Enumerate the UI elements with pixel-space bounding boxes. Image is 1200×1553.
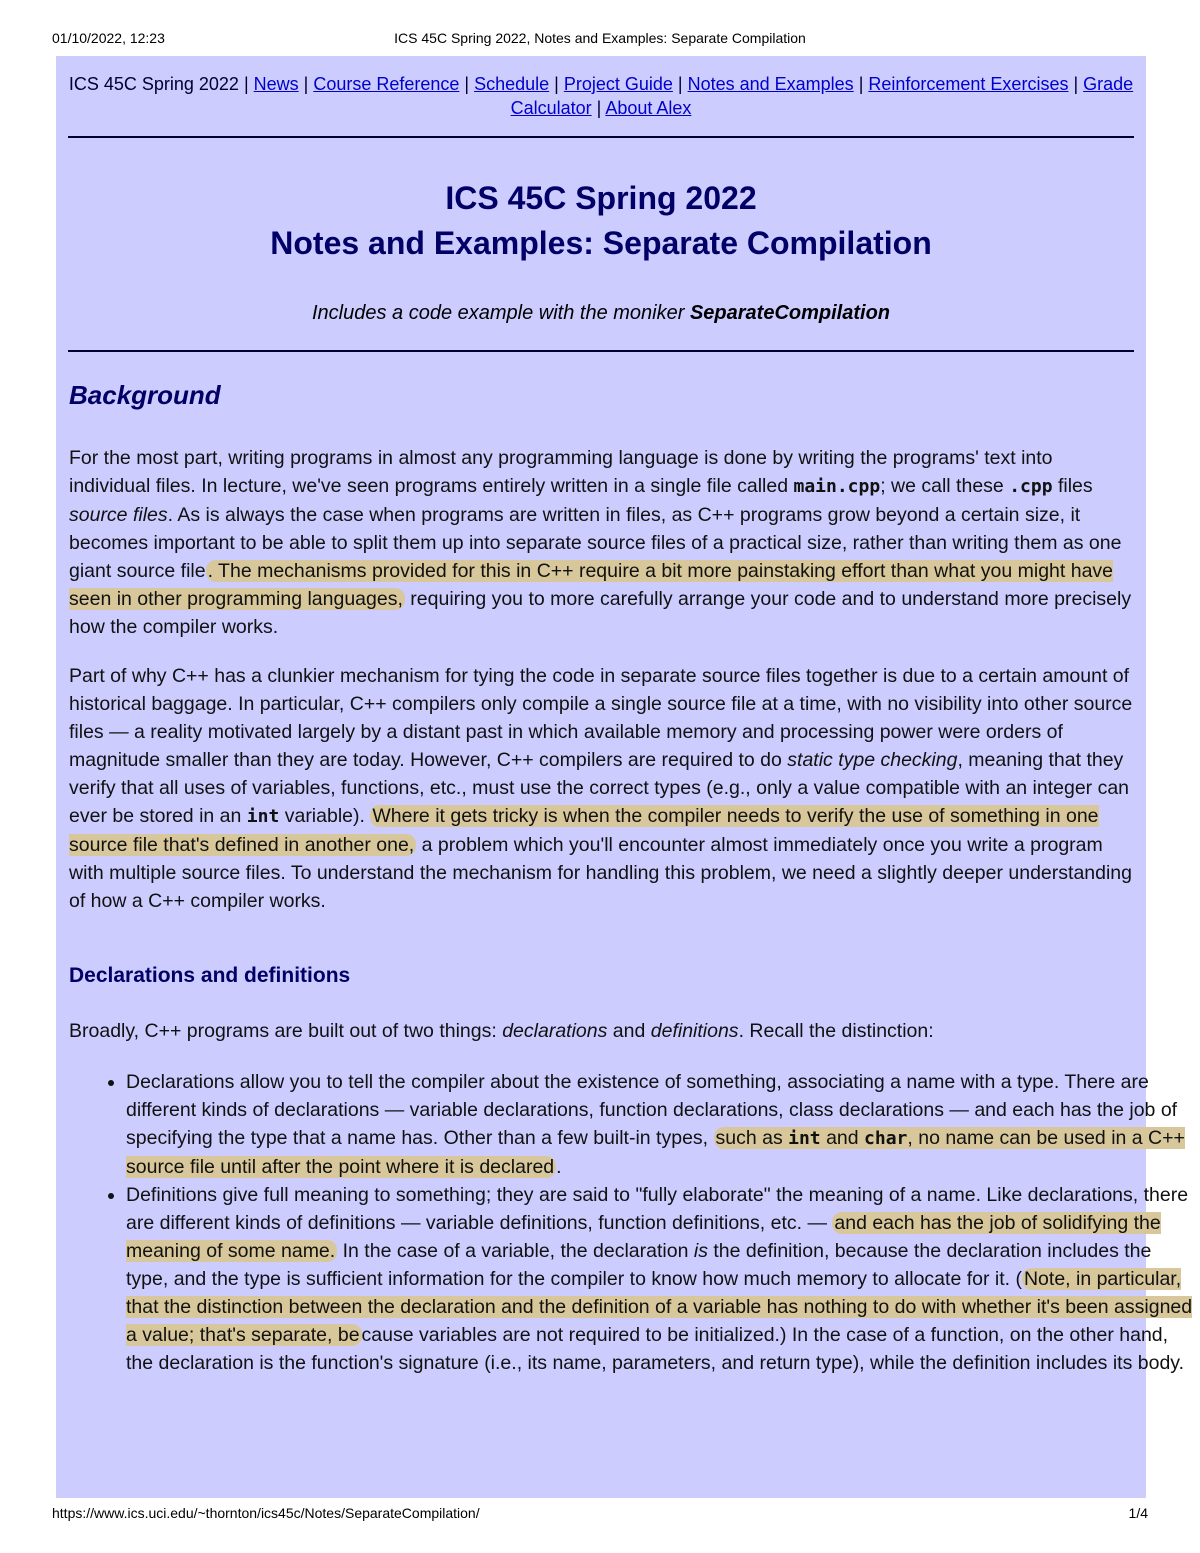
background-paragraph-2: [69, 662, 1139, 915]
section-heading-declarations: Declarations and definitions: [69, 964, 351, 987]
text: files: [1057, 475, 1093, 497]
moniker-prefix: Includes a code example with the moniker: [311, 302, 685, 324]
highlight: . The mechanisms provided for this in C++ require a bit more painstaking effort than what you might have seen in other programming languages,: [69, 560, 1114, 610]
text: Declarations allow you to tell the compiler about the existence of something, associating a name with a type. There are different kinds of declarations — variable declarations, function declarations, class declarations — and each has the job of specifying the type that a name has. Other than a few built-in types,: [126, 1071, 1178, 1149]
code-char: char: [864, 1128, 908, 1149]
text: . Recall the distinction:: [738, 1020, 934, 1042]
highlight: and each has the job of solidifying the meaning of some name.: [126, 1212, 1161, 1262]
emphasis-declarations: declarations: [502, 1020, 608, 1042]
text: and: [612, 1020, 646, 1042]
divider: [68, 350, 1134, 352]
emphasis-source-files: source files: [69, 504, 168, 526]
declarations-intro: [69, 1017, 1139, 1045]
divider: [68, 136, 1134, 138]
page-content: [56, 56, 1193, 1498]
emphasis-is: is: [693, 1240, 708, 1262]
text: variable).: [284, 805, 365, 827]
page-title-line1: ICS 45C Spring 2022: [445, 180, 757, 216]
list-item-declarations: [126, 1068, 1196, 1181]
print-timestamp: 01/10/2022, 12:23: [52, 30, 165, 46]
highlight: Note, in particular, that the distinction between the declaration and the definition of a variable has nothing to do with whether it's been assigned a value; that's separate, be: [126, 1268, 1193, 1346]
text: Part of why C++ has a clunkier mechanism for tying the code in separate source files together is due to a certain amount of historical baggage. In particular, C++ compilers only compile a single source file at a time, with no visibility into other source files — a reality motivated largely by a distant past in which available memory and processing power were orders of magnitude smaller than they are today. However, C++ compilers are required to do: [69, 665, 1133, 771]
text: ; we call these: [880, 475, 1004, 497]
nav-link-project-guide[interactable]: Project Guide: [563, 74, 673, 94]
nav-link-news[interactable]: News: [253, 74, 299, 94]
text: . As is always the case when programs are written in files, as C++ programs grow beyond a certain size, it becomes important to be able to split them up into separate source files of a practical size, rather than writing them as one giant source file: [69, 504, 1122, 582]
code-main-cpp: main.cpp: [793, 476, 881, 497]
text: Broadly, C++ programs are built out of two things:: [69, 1020, 497, 1042]
text: For the most part, writing programs in almost any programming language is done by writing the programs' text into individual files. In lecture, we've seen programs entirely written in a single file called: [69, 447, 1053, 497]
nav-course-label: ICS 45C Spring 2022: [68, 74, 239, 94]
text: the definition, because the declaration includes the type, and the type is sufficient information for the compiler to know how much memory to allocate for it. (: [126, 1240, 1152, 1290]
print-page-title: ICS 45C Spring 2022, Notes and Examples: Separate Compilation: [394, 30, 806, 46]
background-paragraph-1: [69, 444, 1139, 641]
section-heading-background: Background: [69, 380, 221, 410]
nav-link-schedule[interactable]: Schedule: [474, 74, 550, 94]
emphasis-definitions: definitions: [650, 1020, 739, 1042]
nav-link-course-reference[interactable]: Course Reference: [313, 74, 460, 94]
highlight: Where it gets tricky is when the compiler needs to verify the use of something in one source file that's defined in another one,: [69, 805, 1099, 856]
list-item-definitions: [126, 1181, 1196, 1377]
page-title: [68, 176, 1134, 266]
moniker-line: [68, 302, 1134, 325]
text: , meaning that they verify that all uses of variables, functions, etc., must use the correct types (e.g., only a value compatible with an integer can ever be stored in an: [69, 749, 1130, 827]
print-footer: [52, 1505, 1148, 1525]
code-int: int: [246, 806, 280, 827]
text: In the case of a variable, the declaration: [342, 1240, 689, 1262]
print-page-number: 1/4: [1128, 1505, 1148, 1521]
print-url: https://www.ics.uci.edu/~thornton/ics45c/Notes/SeparateCompilation/: [52, 1505, 480, 1521]
text: , no name can be used in a C++ source file until after the point where it is declared: [126, 1127, 1185, 1178]
moniker-name: SeparateCompilation: [689, 302, 891, 324]
nav-link-reinforcement-exercises[interactable]: Reinforcement Exercises: [868, 74, 1069, 94]
code-int: int: [788, 1128, 821, 1149]
nav-link-grade-calculator[interactable]: Grade Calculator: [510, 74, 1134, 118]
nav-link-about-alex[interactable]: About Alex: [605, 98, 692, 118]
page-title-line2: Notes and Examples: Separate Compilation: [270, 225, 932, 261]
text: and: [826, 1127, 859, 1149]
distinction-list: [69, 1068, 1196, 1377]
text: requiring you to more carefully arrange your code and to understand more precisely how the compiler works.: [69, 588, 1132, 638]
course-nav: ICS 45C Spring 2022 | News | Course Reference | Schedule | Project Guide | Notes and Examples | Reinforcement Exercises | Grade Calculator | About Alex: [68, 74, 1134, 118]
text: cause variables are not required to be initialized.) In the case of a function, on the other hand, the declaration is the function's signature (i.e., its name, parameters, and return type), while the definition includes its body.: [126, 1324, 1185, 1374]
print-header: [52, 30, 1148, 50]
code-cpp: .cpp: [1009, 476, 1053, 497]
emphasis-static-type-checking: static type checking: [787, 749, 958, 771]
text: Definitions give full meaning to something; they are said to "fully elaborate" the meaning of a name. Like declarations, there are different kinds of definitions — variable definitions, function definitions, etc. —: [126, 1184, 1189, 1234]
text: .: [556, 1156, 562, 1178]
text: a problem which you'll encounter almost immediately once you write a program with multiple source files. To understand the mechanism for handling this problem, we need a slightly deeper understanding of how a C++ compiler works.: [69, 834, 1132, 912]
nav-link-notes-and-examples[interactable]: Notes and Examples: [687, 74, 854, 94]
text: such as: [715, 1127, 783, 1149]
